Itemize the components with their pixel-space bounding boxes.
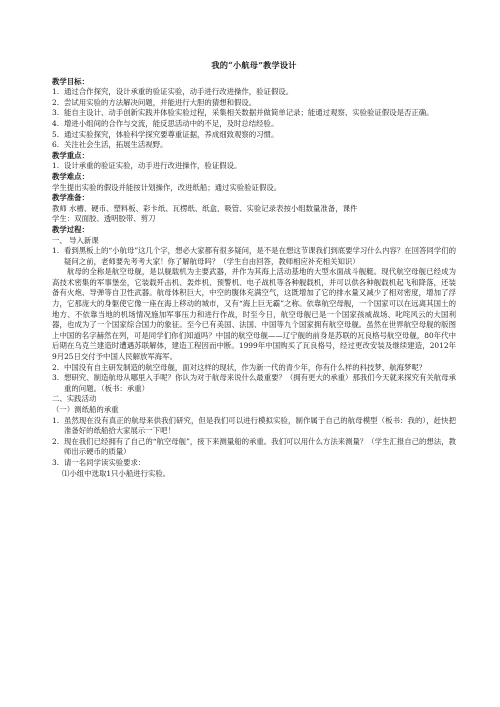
body-paragraph: 航母的全称是航空母舰，是以舰载机为主要武器，并作为其海上活动基地的大型水面战斗舰艇。现代航空母舰已经成为高技术密集的军事堡垒，它装载歼击机、轰炸机、预警机、电子战机等各种舰载机，并可以供各种舰载机起飞和降落，还装备有火炮、导弹等自卫性武器。航母体积巨大，中空的腹体充满空气，这既增加了它的排水量又减少了相对密度，增加了浮力，它那庞大的身躯使它像一座在海上移动的城市，又有“海上巨无霸”之称。依靠航空母舰，一个国家可以在远离其国土的地方、不依靠当地的机场情况施加军事压力和进行作战，时至今日，航空母舰已是一个国家孩威战场、叱咤风云的大国利器，也成为了一个国家综合国力的象征。至今已有美国、法国、中国等九个国家拥有航空母舰。虽然在世界航空母舰的版图上中国的名字赫然在列，可是同学们你们知道吗？中国的航空母舰——辽宁舰的前身是苏联的瓦良格号航空母舰，80年代中后期在乌克兰建造时遭遇苏联解体，建造工程因而中断。1999年中国购买了瓦良格号，经过更改安装及继续建造，2012年9月25日交付予中国人民解放军海军。 [52,267,456,362]
item-number: 1. [52,87,60,97]
list-item [52,140,456,151]
item-number: 2. [52,362,60,372]
item-number: 3. [52,457,60,467]
item-text: 通过实验探究，体验科学探究要尊重证据，养成细致观察的习惯。 [64,129,279,139]
document-title: 我的“小航母”教学设计 [211,60,297,70]
key-heading: 教学重点： [52,150,89,160]
item-text: 想研究、制造航母从哪里入手呢？你认为对于航母来说什么最重要？（拥有更大的承重）那我们今天就来探究有关航母承重的问题。（板书：承重） [64,373,456,393]
item-text: 设计承重的验证实验，动手进行改进操作，验证假设。 [64,161,242,171]
item-text: 中国没有自主研发制造的航空母舰，面对这样的现状，作为新一代的青少年，你有什么样的科技梦、航海梦呢？ [64,362,427,372]
item-text: 虽然现在没有真正的航母来供我们研究，但是我们可以进行模拟实验，制作属于自己的航母模型（板书：我的），赶快把准备好的纸船拾大家展示一下吧！ [64,415,456,436]
item-text: 通过合作探究，设计承重的验证实验，动手进行改进操作，验证假设。 [64,87,294,97]
prep-student: 学生：双面胶、透明胶带、剪刀 [52,214,156,224]
goals-list [52,87,456,151]
item-number: 2. [52,436,60,446]
section-heading: 二、实践活动 [52,394,97,404]
item-number: 2. [52,97,60,107]
item-number: 5. [52,129,60,139]
list-item [52,458,456,469]
item-text: 现在我们已经拥有了自己的“航空母舰”，接下来测量船的承重。我们可以用什么方法来测量？（学生汇报自己的想法，教师出示硬币的质量） [64,436,456,457]
item-number: 3. [52,373,60,383]
list-item [52,161,456,172]
list-item [52,130,456,141]
item-text: 请一名同学读实验要求： [64,457,146,467]
item-text: 尝试用实验的方法解决问题，并能进行大胆的猜想和假设。 [64,97,257,107]
item-number: 3. [52,108,60,118]
item-number: 1. [52,415,60,425]
list-item [52,437,456,458]
item-number: 4. [52,118,60,128]
list-item [52,363,456,374]
list-item [52,98,456,109]
difficult-text: 学生提出实验的假设并能按计划操作，改进纸船；通过实验验证假设。 [52,182,282,192]
goals-heading: 教学目标： [52,76,89,86]
sub-list-item: ⑴小组中选取1只小船进行实验。 [62,468,171,478]
item-text: 能自主设计、动手创新实践并体验实验过程，采集相关数据并做简单记录；能通过观察、实验验证假设是否正确。 [64,108,434,118]
item-text: 关注社会生活，拓展生活视野。 [64,140,168,150]
difficult-heading: 教学难点： [52,171,89,181]
list-item [52,246,456,267]
item-text: 增进小组间的合作与交流，能反思活动中的不足，及时总结经验。 [64,118,279,128]
list-item [52,373,456,394]
process-heading: 教学过程： [52,224,89,234]
list-item [52,416,456,437]
item-number: 1. [52,246,60,256]
item-number: 1. [52,161,60,171]
item-text: 看到黑板上的“小航母”这几个字，想必大家都有很多疑问，是不是在想这节课我们到底要学习什么内容？在回答同学们的疑问之前，老师要先考考大家！你了解航母吗？（学生自由回答，教师相应补充相关知识） [64,246,456,266]
list-item [52,108,456,119]
item-number: 6. [52,140,60,150]
prep-teacher: 教师 水槽、硬币、塑料板、彩卡纸、瓦楞纸、纸盒、吸管、实验记录表按小组数量准备，课件 [52,203,358,213]
prep-heading: 教学准备： [52,193,89,203]
list-item [52,87,456,98]
subsection-heading: （一）测纸船的承重 [52,405,119,414]
list-item [52,119,456,130]
section-heading: 一、 导入新课 [52,235,99,245]
